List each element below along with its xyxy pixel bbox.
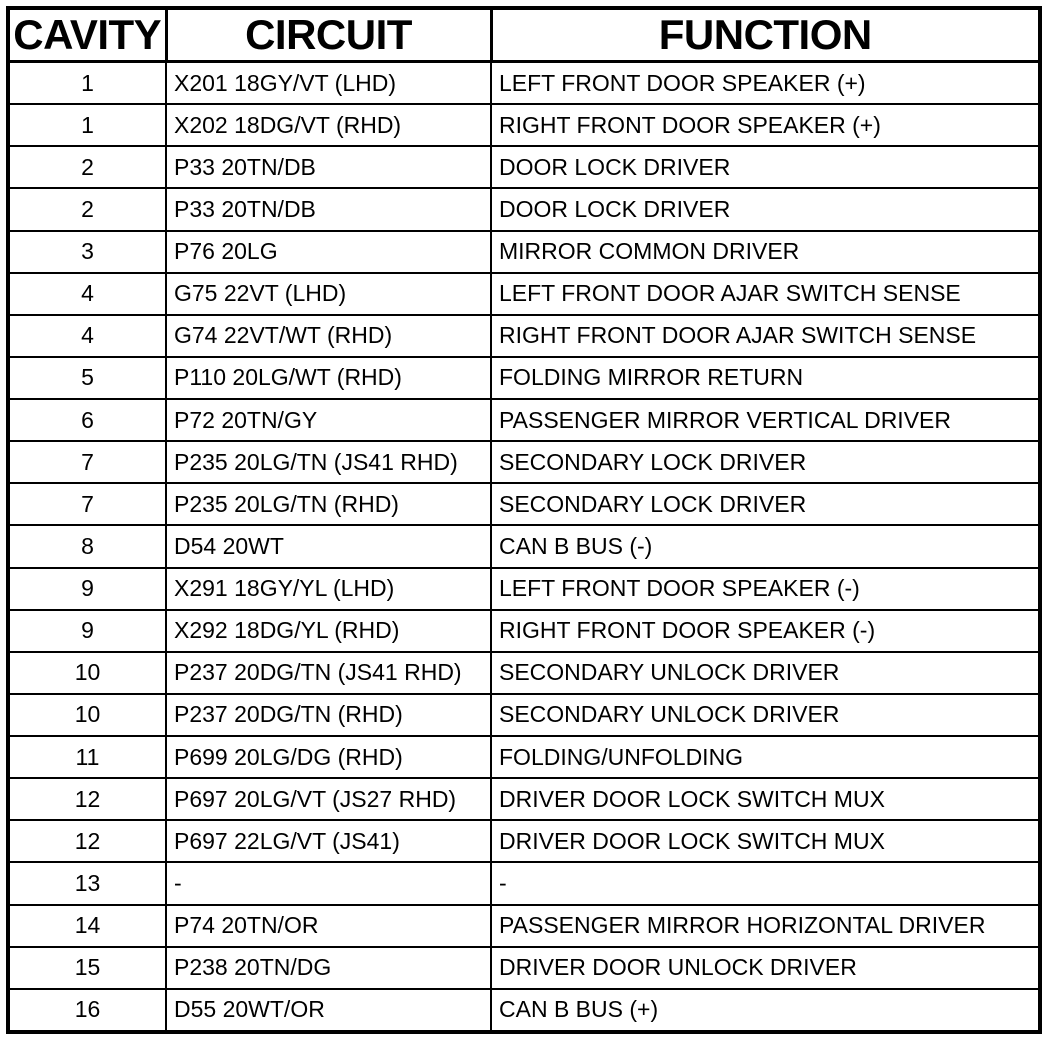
cell-function: CAN B BUS (+) <box>491 989 1040 1032</box>
table-row <box>8 399 1040 441</box>
cell-function: CAN B BUS (-) <box>491 525 1040 567</box>
column-header-cavity: CAVITY <box>8 8 166 62</box>
cell-function: DOOR LOCK DRIVER <box>491 146 1040 188</box>
cell-circuit: P235 20LG/TN (RHD) <box>166 483 491 525</box>
cell-function: RIGHT FRONT DOOR SPEAKER (-) <box>491 610 1040 652</box>
cell-circuit: X291 18GY/YL (LHD) <box>166 568 491 610</box>
cell-function: SECONDARY LOCK DRIVER <box>491 441 1040 483</box>
cell-circuit: P697 20LG/VT (JS27 RHD) <box>166 778 491 820</box>
table-row <box>8 862 1040 904</box>
cell-cavity: 4 <box>8 315 166 357</box>
cell-circuit: P33 20TN/DB <box>166 188 491 230</box>
cell-function: - <box>491 862 1040 904</box>
cell-cavity: 5 <box>8 357 166 399</box>
cell-function: LEFT FRONT DOOR SPEAKER (+) <box>491 62 1040 105</box>
cell-function: RIGHT FRONT DOOR AJAR SWITCH SENSE <box>491 315 1040 357</box>
table-row <box>8 989 1040 1032</box>
cell-cavity: 6 <box>8 399 166 441</box>
table-row <box>8 694 1040 736</box>
cell-cavity: 10 <box>8 652 166 694</box>
cell-circuit: P33 20TN/DB <box>166 146 491 188</box>
cell-cavity: 12 <box>8 778 166 820</box>
cell-function: FOLDING/UNFOLDING <box>491 736 1040 778</box>
cell-circuit: P76 20LG <box>166 231 491 273</box>
cell-function: SECONDARY LOCK DRIVER <box>491 483 1040 525</box>
cell-function: DRIVER DOOR LOCK SWITCH MUX <box>491 778 1040 820</box>
header-row <box>8 8 1040 62</box>
cell-cavity: 2 <box>8 146 166 188</box>
table-row <box>8 357 1040 399</box>
cell-function: LEFT FRONT DOOR SPEAKER (-) <box>491 568 1040 610</box>
cell-cavity: 9 <box>8 568 166 610</box>
cell-cavity: 7 <box>8 483 166 525</box>
cell-cavity: 14 <box>8 905 166 947</box>
table-row <box>8 483 1040 525</box>
cell-circuit: X201 18GY/VT (LHD) <box>166 62 491 105</box>
cell-cavity: 16 <box>8 989 166 1032</box>
cell-circuit: P72 20TN/GY <box>166 399 491 441</box>
cell-circuit: X292 18DG/YL (RHD) <box>166 610 491 652</box>
table-row <box>8 315 1040 357</box>
cell-circuit: D54 20WT <box>166 525 491 567</box>
cell-circuit: P237 20DG/TN (RHD) <box>166 694 491 736</box>
table-row <box>8 62 1040 105</box>
cell-circuit: P699 20LG/DG (RHD) <box>166 736 491 778</box>
cell-circuit: P697 22LG/VT (JS41) <box>166 820 491 862</box>
cell-circuit: P238 20TN/DG <box>166 947 491 989</box>
cell-function: MIRROR COMMON DRIVER <box>491 231 1040 273</box>
table-row <box>8 273 1040 315</box>
cell-circuit: G74 22VT/WT (RHD) <box>166 315 491 357</box>
table-row <box>8 820 1040 862</box>
table-body <box>8 62 1040 1033</box>
cell-function: PASSENGER MIRROR HORIZONTAL DRIVER <box>491 905 1040 947</box>
table-row <box>8 441 1040 483</box>
table-row <box>8 736 1040 778</box>
table-row <box>8 947 1040 989</box>
cell-circuit: D55 20WT/OR <box>166 989 491 1032</box>
cell-cavity: 1 <box>8 104 166 146</box>
cell-cavity: 10 <box>8 694 166 736</box>
cell-function: SECONDARY UNLOCK DRIVER <box>491 694 1040 736</box>
cell-function: DRIVER DOOR UNLOCK DRIVER <box>491 947 1040 989</box>
table-row <box>8 104 1040 146</box>
cell-cavity: 2 <box>8 188 166 230</box>
cell-cavity: 4 <box>8 273 166 315</box>
cell-circuit: X202 18DG/VT (RHD) <box>166 104 491 146</box>
cell-cavity: 11 <box>8 736 166 778</box>
cell-function: PASSENGER MIRROR VERTICAL DRIVER <box>491 399 1040 441</box>
column-header-function: FUNCTION <box>491 8 1040 62</box>
cell-function: FOLDING MIRROR RETURN <box>491 357 1040 399</box>
cell-function: DOOR LOCK DRIVER <box>491 188 1040 230</box>
cell-circuit: P110 20LG/WT (RHD) <box>166 357 491 399</box>
cell-circuit: P237 20DG/TN (JS41 RHD) <box>166 652 491 694</box>
table-row <box>8 652 1040 694</box>
cell-cavity: 1 <box>8 62 166 105</box>
connector-pinout-table <box>6 6 1042 1034</box>
cell-circuit: P235 20LG/TN (JS41 RHD) <box>166 441 491 483</box>
column-header-circuit: CIRCUIT <box>166 8 491 62</box>
cell-function: RIGHT FRONT DOOR SPEAKER (+) <box>491 104 1040 146</box>
cell-cavity: 3 <box>8 231 166 273</box>
cell-function: LEFT FRONT DOOR AJAR SWITCH SENSE <box>491 273 1040 315</box>
cell-circuit: P74 20TN/OR <box>166 905 491 947</box>
cell-cavity: 7 <box>8 441 166 483</box>
cell-cavity: 12 <box>8 820 166 862</box>
cell-cavity: 15 <box>8 947 166 989</box>
table-row <box>8 188 1040 230</box>
cell-circuit: G75 22VT (LHD) <box>166 273 491 315</box>
table-row <box>8 525 1040 567</box>
table-row <box>8 146 1040 188</box>
cell-cavity: 13 <box>8 862 166 904</box>
cell-circuit: - <box>166 862 491 904</box>
table-row <box>8 905 1040 947</box>
cell-function: SECONDARY UNLOCK DRIVER <box>491 652 1040 694</box>
cell-function: DRIVER DOOR LOCK SWITCH MUX <box>491 820 1040 862</box>
table-row <box>8 610 1040 652</box>
cell-cavity: 8 <box>8 525 166 567</box>
table-row <box>8 231 1040 273</box>
table-row <box>8 778 1040 820</box>
cell-cavity: 9 <box>8 610 166 652</box>
table-row <box>8 568 1040 610</box>
